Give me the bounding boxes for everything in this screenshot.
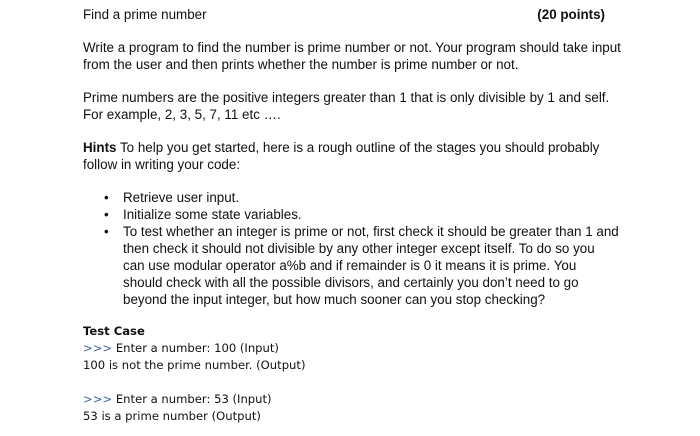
test-case-1-input-line xyxy=(83,340,623,357)
problem-title: Find a prime number xyxy=(83,7,207,22)
intro-paragraph: Write a program to find the number is prime number or not. Your program should take input from the user and then prints whether the number is prime number or not. xyxy=(83,40,621,72)
test-case-heading: Test Case xyxy=(83,324,145,338)
bullet-icon: • xyxy=(104,224,109,239)
test-case-section xyxy=(83,323,623,425)
list-item-text: To test whether an integer is prime or not, first check it should be greater than 1 and then check it should not divisible by any other integer except itself. To do so you can use modular operator a%b and if remainder is 0 it means it is prime. You should check with all the possible divisors, and certainly you don’t need to go beyond the input integer, but how much sooner can you stop checking? xyxy=(123,224,619,307)
document-page xyxy=(83,6,623,425)
test-case-1-input: Enter a number: 100 (Input) xyxy=(112,341,279,355)
spacer xyxy=(83,374,623,391)
title-row xyxy=(83,6,623,23)
list-item-text: Initialize some state variables. xyxy=(123,207,302,222)
definition-paragraph: Prime numbers are the positive integers greater than 1 that is only divisible by 1 and self. For example, 2, 3, 5, 7, 11 etc …. xyxy=(83,90,610,122)
test-case-2-output: 53 is a prime number (Output) xyxy=(83,409,261,423)
hints-paragraph xyxy=(83,139,623,173)
prompt-marker: >>> xyxy=(83,341,113,355)
list-item xyxy=(104,189,623,206)
steps-list xyxy=(83,189,623,308)
list-item xyxy=(104,206,623,223)
test-case-2-input-line xyxy=(83,391,623,408)
points-value: (20 points) xyxy=(537,7,605,22)
test-case-2-input: Enter a number: 53 (Input) xyxy=(112,392,272,406)
bullet-icon: • xyxy=(104,190,109,205)
points-label xyxy=(537,6,605,23)
prompt-marker: >>> xyxy=(83,392,113,406)
hints-text: To help you get started, here is a rough outline of the stages you should probably follow in writing your code: xyxy=(83,140,600,172)
test-case-1-output: 100 is not the prime number. (Output) xyxy=(83,358,306,372)
list-item-text: Retrieve user input. xyxy=(123,190,240,205)
hints-label: Hints xyxy=(83,140,117,155)
bullet-icon: • xyxy=(104,207,109,222)
list-item xyxy=(104,223,623,308)
